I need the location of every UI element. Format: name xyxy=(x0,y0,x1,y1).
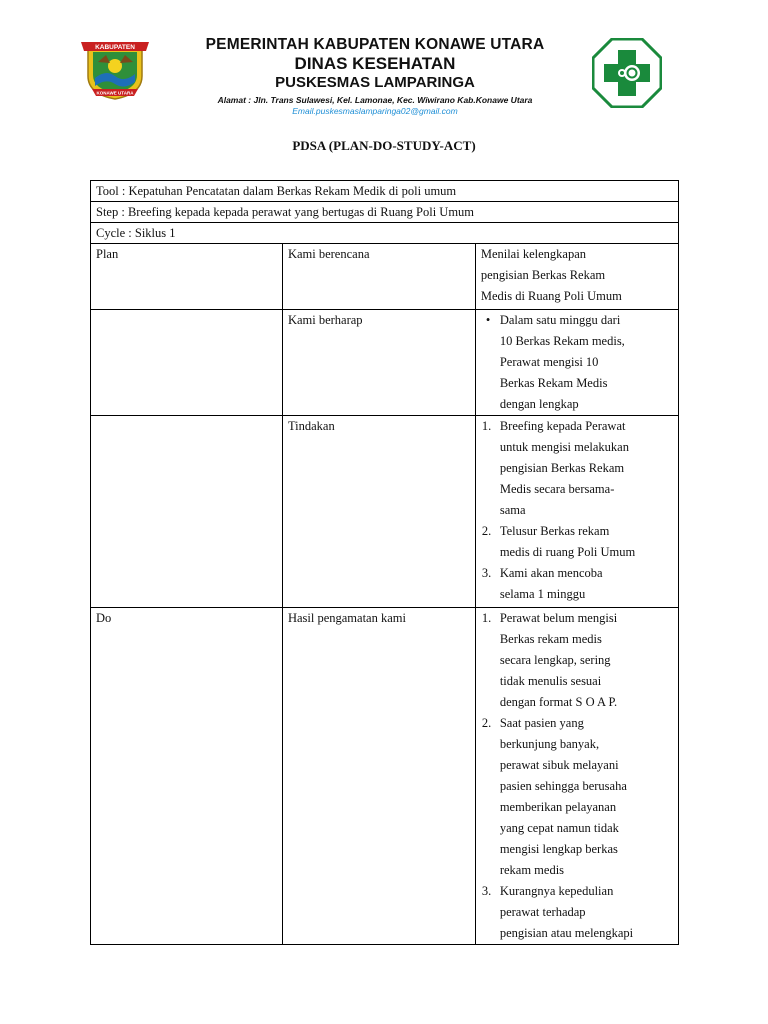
text-line: medis di ruang Poli Umum xyxy=(499,545,636,559)
item-number: 3. xyxy=(481,884,492,898)
list-item xyxy=(481,416,673,521)
text-line: selama 1 minggu xyxy=(499,587,586,601)
text-line: Medis secara bersama- xyxy=(499,482,615,496)
emblem-banner-text: KABUPATEN xyxy=(95,44,135,51)
letterhead xyxy=(0,0,768,120)
text-line: dengan format S O A P. xyxy=(499,695,618,709)
list-item xyxy=(481,563,673,605)
do-sub-label: Hasil pengamatan kami xyxy=(282,608,475,945)
plan-row-2 xyxy=(91,310,679,416)
item-number: 1. xyxy=(481,611,492,625)
text-line: perawat terhadap xyxy=(499,905,586,919)
list-item xyxy=(481,608,673,713)
empty-cell xyxy=(91,310,283,416)
list-item xyxy=(481,713,673,881)
facility-name: PUSKESMAS LAMPARINGA xyxy=(275,74,475,91)
item-number: 1. xyxy=(481,419,492,433)
text-line: pengisian Berkas Rekam xyxy=(499,461,625,475)
text-line: perawat sibuk melayani xyxy=(499,758,619,772)
step-row xyxy=(91,202,679,223)
text-line: berkunjung banyak, xyxy=(499,737,600,751)
letterhead-text xyxy=(160,36,590,117)
action-sub-label: Tindakan xyxy=(282,416,475,608)
action-content xyxy=(475,416,678,608)
pdsa-table xyxy=(90,180,679,945)
cycle-cell: Cycle : Siklus 1 xyxy=(91,223,679,244)
expect-content xyxy=(475,310,678,416)
text-line: pengisian atau melengkapi xyxy=(499,926,634,940)
do-row xyxy=(91,608,679,945)
text-line: Berkas Rekam Medis xyxy=(499,376,608,390)
text-line: Breefing kepada Perawat xyxy=(499,419,626,433)
item-number: 3. xyxy=(481,566,492,580)
text-line: mengisi lengkap berkas xyxy=(499,842,618,856)
numbered-list xyxy=(481,608,673,944)
text-line: memberikan pelayanan xyxy=(499,800,617,814)
text-line: 10 Berkas Rekam medis, xyxy=(499,334,625,348)
plan-row-3 xyxy=(91,416,679,608)
text-line: secara lengkap, sering xyxy=(499,653,611,667)
regency-emblem-icon xyxy=(78,36,152,100)
text-line: Telusur Berkas rekam xyxy=(499,524,610,538)
bullet-item xyxy=(500,310,673,415)
text-line: Kami akan mencoba xyxy=(499,566,603,580)
address-line: Alamat : Jln. Trans Sulawesi, Kel. Lamonae, Kec. Wiwirano Kab.Konawe Utara xyxy=(217,95,533,105)
text-line: dengan lengkap xyxy=(499,397,579,411)
text-line: pasien sehingga berusaha xyxy=(499,779,627,793)
text-line: rekam medis xyxy=(499,863,565,877)
text-line: Medis di Ruang Poli Umum xyxy=(480,289,622,303)
numbered-list xyxy=(481,416,673,605)
text-line: yang cepat namun tidak xyxy=(499,821,619,835)
text-line: sama xyxy=(499,503,526,517)
list-item xyxy=(481,521,673,563)
plan-sub-label: Kami berencana xyxy=(282,244,475,310)
list-item xyxy=(481,881,673,944)
text-line: Perawat mengisi 10 xyxy=(499,355,599,369)
cycle-row xyxy=(91,223,679,244)
plan-row-1 xyxy=(91,244,679,310)
text-line: pengisian Berkas Rekam xyxy=(480,268,606,282)
text-line: Berkas rekam medis xyxy=(499,632,602,646)
emblem-bottom-text: KONAWE UTARA xyxy=(96,90,134,96)
government-name: PEMERINTAH KABUPATEN KONAWE UTARA xyxy=(205,36,545,53)
email-line: Email.puskesmaslamparinga02@gmail.com xyxy=(292,106,458,116)
department-name: DINAS KESEHATAN xyxy=(294,54,456,73)
expect-sub-label: Kami berharap xyxy=(282,310,475,416)
text-line: Kurangnya kepedulian xyxy=(499,884,614,898)
text-line: Saat pasien yang xyxy=(499,716,584,730)
tool-row xyxy=(91,181,679,202)
document-title: PDSA (PLAN-DO-STUDY-ACT) xyxy=(292,138,476,153)
plan-content xyxy=(475,244,678,310)
text-line: tidak menulis sesuai xyxy=(499,674,602,688)
bullet-list xyxy=(481,310,673,415)
item-number: 2. xyxy=(481,524,492,538)
plan-label: Plan xyxy=(91,244,283,310)
do-content xyxy=(475,608,678,945)
empty-cell xyxy=(91,416,283,608)
text-line: untuk mengisi melakukan xyxy=(499,440,629,454)
puskesmas-cross-icon xyxy=(592,38,662,108)
tool-cell: Tool : Kepatuhan Pencatatan dalam Berkas Rekam Medik di poli umum xyxy=(91,181,679,202)
text-line: Menilai kelengkapan xyxy=(480,247,586,261)
item-number: 2. xyxy=(481,716,492,730)
do-label: Do xyxy=(91,608,283,945)
step-cell: Step : Breefing kepada kepada perawat yang bertugas di Ruang Poli Umum xyxy=(91,202,679,223)
text-line: • Dalam satu minggu dari xyxy=(499,313,621,327)
text-line: Perawat belum mengisi xyxy=(499,611,618,625)
